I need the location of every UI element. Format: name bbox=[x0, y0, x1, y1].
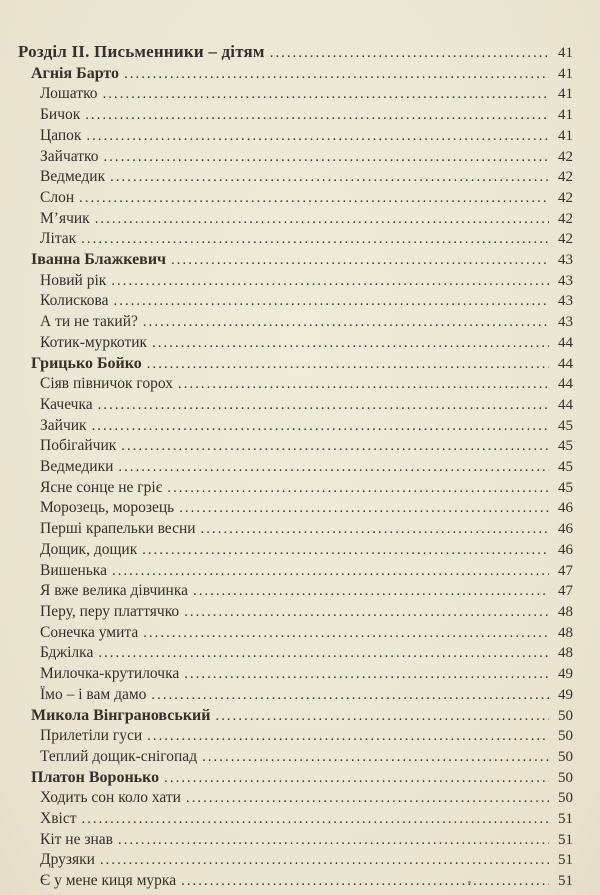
toc-entry-title: Сіяв півничок горох bbox=[40, 375, 174, 393]
toc-entry-page: 47 bbox=[558, 562, 573, 579]
toc-entry-title: Зайчатко bbox=[40, 147, 99, 165]
toc-entry-page: 51 bbox=[558, 811, 573, 828]
toc-entry-title: Вишенька bbox=[40, 561, 107, 579]
toc-entry bbox=[18, 581, 573, 602]
dot-leader bbox=[179, 499, 549, 519]
toc-entry bbox=[18, 436, 573, 457]
dot-leader bbox=[143, 313, 549, 333]
toc-entry bbox=[18, 540, 573, 561]
toc-entry-page: 43 bbox=[558, 252, 573, 269]
toc-entry-title: Грицько Бойко bbox=[31, 354, 142, 372]
toc-entry-title: Лошатко bbox=[40, 85, 98, 103]
toc-entry-title: Прилетіли гуси bbox=[40, 727, 143, 745]
dot-leader bbox=[118, 458, 549, 478]
toc-entry bbox=[18, 788, 573, 809]
toc-entry-title: Іванна Блажкевич bbox=[31, 251, 167, 269]
dot-leader bbox=[111, 272, 549, 292]
toc-entry bbox=[18, 768, 573, 789]
dot-leader bbox=[167, 479, 549, 499]
toc-entry-title: Морозець, морозець bbox=[40, 499, 175, 517]
dot-leader bbox=[147, 355, 549, 375]
toc-entry bbox=[18, 830, 573, 851]
scan-speck bbox=[468, 881, 471, 884]
dot-leader bbox=[202, 748, 549, 768]
dot-leader bbox=[114, 292, 549, 312]
toc-entry-title: Кіт не знав bbox=[40, 830, 113, 848]
toc-entry-title: Ясне сонце не гріє bbox=[40, 478, 163, 496]
toc-entry bbox=[18, 871, 573, 892]
toc-entry-title: Хвіст bbox=[40, 810, 77, 828]
toc-entry-page: 45 bbox=[558, 438, 573, 455]
toc-entry-title: Качечка bbox=[40, 395, 93, 413]
toc-entry-page: 49 bbox=[558, 686, 573, 703]
toc-entry-page: 44 bbox=[558, 334, 573, 351]
toc-entry bbox=[18, 706, 573, 727]
toc-entry-page: 41 bbox=[558, 127, 573, 144]
toc-entry bbox=[18, 561, 573, 582]
dot-leader bbox=[112, 562, 549, 582]
toc-entry-page: 51 bbox=[558, 831, 573, 848]
toc-entry-title: Колискова bbox=[40, 292, 109, 310]
toc-entry bbox=[18, 291, 573, 312]
toc-entry bbox=[18, 416, 573, 437]
toc-entry-title: Цапок bbox=[40, 126, 82, 144]
toc-entry bbox=[18, 147, 573, 168]
toc-entry bbox=[18, 685, 573, 706]
toc-entry-title: Літак bbox=[40, 230, 77, 248]
toc-entry-title: Їмо – і вам дамо bbox=[40, 685, 147, 703]
toc-entry bbox=[18, 726, 573, 747]
dot-leader bbox=[98, 396, 549, 416]
toc-entry-title: Бичок bbox=[40, 106, 81, 124]
toc-entry-page: 48 bbox=[558, 603, 573, 620]
toc-entry-title: Друзяки bbox=[40, 851, 95, 869]
toc-entry-page: 48 bbox=[558, 645, 573, 662]
dot-leader bbox=[81, 230, 549, 250]
dot-leader bbox=[92, 417, 549, 437]
toc-entry-page: 42 bbox=[558, 189, 573, 206]
toc-entry-page: 45 bbox=[558, 459, 573, 476]
dot-leader bbox=[186, 789, 549, 809]
dot-leader bbox=[193, 582, 549, 602]
toc-entry bbox=[18, 374, 573, 395]
dot-leader bbox=[164, 769, 549, 789]
toc-entry-title: Бджілка bbox=[40, 644, 94, 662]
toc-entry bbox=[18, 312, 573, 333]
toc-entry bbox=[18, 229, 573, 250]
toc-entry bbox=[18, 850, 573, 871]
dot-leader bbox=[184, 665, 549, 685]
toc-entry-title: М’ячик bbox=[40, 209, 90, 227]
toc-entry-title: Ведмедики bbox=[40, 458, 114, 476]
toc-entry bbox=[18, 354, 573, 375]
dot-leader bbox=[121, 437, 549, 457]
toc-entry-title: Теплий дощик-снігопад bbox=[40, 747, 198, 765]
dot-leader bbox=[181, 872, 549, 892]
toc-entry bbox=[18, 519, 573, 540]
toc-entry-page: 50 bbox=[558, 728, 573, 745]
toc-entry-page: 41 bbox=[558, 107, 573, 124]
dot-leader bbox=[171, 251, 549, 271]
toc-entry bbox=[18, 250, 573, 271]
toc-entry-page: 48 bbox=[558, 624, 573, 641]
dot-leader bbox=[201, 520, 549, 540]
toc-entry bbox=[18, 105, 573, 126]
dot-leader bbox=[118, 831, 549, 851]
toc-entry-title: Я вже велика дівчинка bbox=[40, 582, 189, 600]
dot-leader bbox=[124, 65, 549, 85]
dot-leader bbox=[147, 727, 549, 747]
toc-entry-page: 50 bbox=[558, 748, 573, 765]
toc-entry-page: 42 bbox=[558, 169, 573, 186]
toc-entry bbox=[18, 84, 573, 105]
toc-entry-title: Слон bbox=[40, 188, 75, 206]
toc-entry bbox=[18, 457, 573, 478]
toc-entry-title: Є у мене киця мурка bbox=[40, 872, 177, 890]
dot-leader bbox=[270, 44, 549, 64]
dot-leader bbox=[86, 127, 549, 147]
dot-leader bbox=[95, 210, 549, 230]
toc-entry-title: Дощик, дощик bbox=[40, 540, 138, 558]
toc-entry bbox=[18, 809, 573, 830]
toc-entry bbox=[18, 664, 573, 685]
toc-entry bbox=[18, 188, 573, 209]
toc-entry-page: 41 bbox=[558, 45, 573, 61]
toc-entry-title: Ведмедик bbox=[40, 168, 106, 186]
dot-leader bbox=[81, 810, 549, 830]
toc-entry-page: 51 bbox=[558, 873, 573, 890]
toc-entry-page: 50 bbox=[558, 769, 573, 786]
toc-entry-title: Котик-муркотик bbox=[40, 333, 148, 351]
toc-entry-page: 50 bbox=[558, 707, 573, 724]
dot-leader bbox=[85, 106, 549, 126]
toc-entry-page: 44 bbox=[558, 376, 573, 393]
toc-entry-page: 46 bbox=[558, 500, 573, 517]
toc-entry-page: 43 bbox=[558, 272, 573, 289]
toc-entry-title: Перші крапельки весни bbox=[40, 520, 196, 538]
dot-leader bbox=[184, 603, 549, 623]
toc-entry-title: Розділ II. Письменники – дітям bbox=[18, 42, 265, 61]
toc-entry bbox=[18, 209, 573, 230]
toc-entry-page: 41 bbox=[558, 86, 573, 103]
toc-entry-page: 47 bbox=[558, 583, 573, 600]
dot-leader bbox=[178, 375, 549, 395]
toc-entry-title: Микола Вінграновський bbox=[31, 706, 211, 724]
toc-entry bbox=[18, 42, 573, 64]
toc-entry bbox=[18, 747, 573, 768]
toc-entry-page: 46 bbox=[558, 521, 573, 538]
toc-entry bbox=[18, 643, 573, 664]
toc-entry-page: 45 bbox=[558, 417, 573, 434]
toc-entry-title: Зайчик bbox=[40, 416, 87, 434]
toc-entry-page: 46 bbox=[558, 541, 573, 558]
toc-entry-title: Агнія Барто bbox=[31, 64, 120, 82]
dot-leader bbox=[152, 334, 549, 354]
toc-entry-page: 42 bbox=[558, 231, 573, 248]
dot-leader bbox=[103, 148, 549, 168]
toc-entry-page: 43 bbox=[558, 293, 573, 310]
toc-list bbox=[18, 42, 573, 892]
toc-entry bbox=[18, 64, 573, 85]
toc-entry-page: 42 bbox=[558, 148, 573, 165]
toc-entry bbox=[18, 395, 573, 416]
toc-entry-page: 44 bbox=[558, 355, 573, 372]
toc-entry-title: Милочка-крутилочка bbox=[40, 665, 180, 683]
toc-entry bbox=[18, 498, 573, 519]
toc-entry-title: Перу, перу платтячко bbox=[40, 602, 180, 620]
dot-leader bbox=[110, 168, 549, 188]
toc-entry-title: Сонечка умита bbox=[40, 623, 139, 641]
toc-entry bbox=[18, 623, 573, 644]
toc-entry-page: 50 bbox=[558, 790, 573, 807]
toc-entry-title: Ходить сон коло хати bbox=[40, 789, 181, 807]
toc-entry-page: 43 bbox=[558, 314, 573, 331]
toc-entry-title: А ти не такий? bbox=[40, 313, 138, 331]
toc-entry-page: 44 bbox=[558, 396, 573, 413]
dot-leader bbox=[142, 541, 549, 561]
toc-entry-title: Платон Воронько bbox=[31, 768, 160, 786]
dot-leader bbox=[215, 707, 549, 727]
toc-entry-page: 51 bbox=[558, 852, 573, 869]
toc-entry-title: Новий рік bbox=[40, 271, 107, 289]
dot-leader bbox=[103, 85, 549, 105]
toc-entry-page: 45 bbox=[558, 479, 573, 496]
dot-leader bbox=[98, 644, 549, 664]
dot-leader bbox=[79, 189, 549, 209]
toc-entry-title: Побігайчик bbox=[40, 437, 117, 455]
toc-entry-page: 42 bbox=[558, 210, 573, 227]
toc-entry bbox=[18, 167, 573, 188]
toc-entry bbox=[18, 126, 573, 147]
dot-leader bbox=[143, 624, 549, 644]
toc-entry bbox=[18, 333, 573, 354]
toc-entry-page: 49 bbox=[558, 666, 573, 683]
dot-leader bbox=[100, 851, 549, 871]
toc-entry bbox=[18, 478, 573, 499]
dot-leader bbox=[151, 686, 549, 706]
toc-entry bbox=[18, 602, 573, 623]
toc-entry bbox=[18, 271, 573, 292]
toc-entry-page: 41 bbox=[558, 65, 573, 82]
